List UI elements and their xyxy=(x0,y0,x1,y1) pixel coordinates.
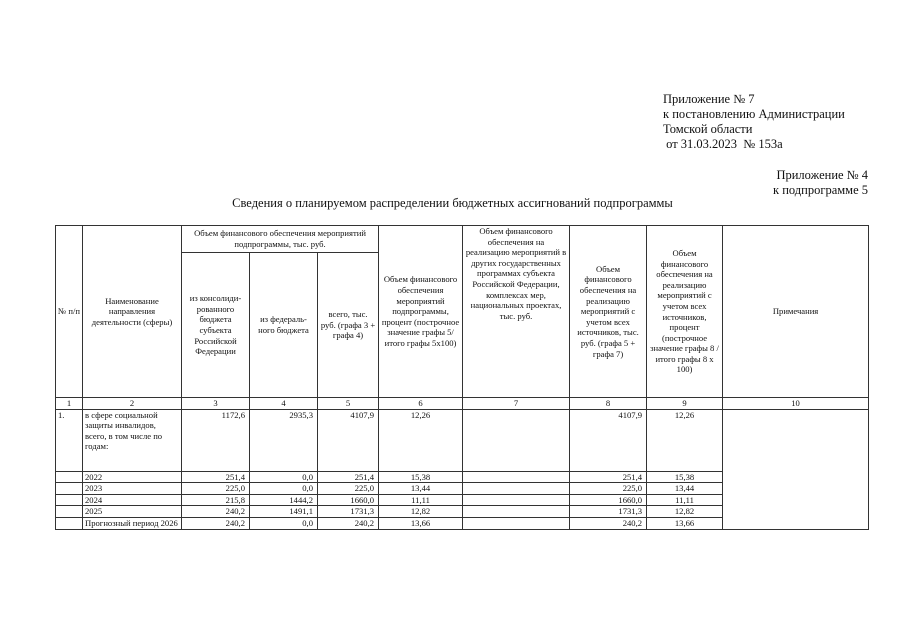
row-year: 2022 xyxy=(83,471,182,483)
cell-federal: 1491,1 xyxy=(250,506,318,518)
cell-total: 1660,0 xyxy=(318,494,379,506)
header-group-financing: Объем финансового обеспечения мероприятий подпрограммы, тыс. руб. xyxy=(182,226,379,253)
cell-all-share: 15,38 xyxy=(647,471,723,483)
cell-share: 13,44 xyxy=(379,483,463,495)
cell-share: 12,26 xyxy=(379,409,463,471)
header-federal-budget: из федераль-ного бюджета xyxy=(250,253,318,398)
cell-notes xyxy=(723,409,869,529)
row-no: 1. xyxy=(56,409,83,471)
cell-federal: 0,0 xyxy=(250,517,318,529)
col-number: 2 xyxy=(83,398,182,410)
col-number: 4 xyxy=(250,398,318,410)
col-number: 3 xyxy=(182,398,250,410)
header-total: всего, тыс. руб. (графа 3 + графа 4) xyxy=(318,253,379,398)
cell-federal: 0,0 xyxy=(250,471,318,483)
cell-all-sources: 251,4 xyxy=(570,471,647,483)
column-numbers-row xyxy=(56,398,869,410)
cell-all-sources: 225,0 xyxy=(570,483,647,495)
header-line: Приложение № 7 xyxy=(663,92,755,106)
col-number: 6 xyxy=(379,398,463,410)
col-number: 5 xyxy=(318,398,379,410)
cell-all-share: 13,66 xyxy=(647,517,723,529)
cell-all-sources: 1731,3 xyxy=(570,506,647,518)
cell-federal: 1444,2 xyxy=(250,494,318,506)
table-row-total xyxy=(56,409,869,471)
appendix-line: к подпрограмме 5 xyxy=(773,183,868,197)
cell-total: 1731,3 xyxy=(318,506,379,518)
header-all-sources: Объем финансового обеспечения на реализацию мероприятий с учетом всех источников, тыс. руб. (графа 5 + графа 7) xyxy=(570,226,647,398)
header-other-programs: Объем финансового обеспечения на реализацию мероприятий в других государственных программах субъекта Российской Федерации, комплексах мер, национальных проектах, тыс. руб. xyxy=(463,226,570,398)
cell-total: 240,2 xyxy=(318,517,379,529)
cell-total: 4107,9 xyxy=(318,409,379,471)
cell-regional: 240,2 xyxy=(182,517,250,529)
cell-federal: 0,0 xyxy=(250,483,318,495)
header-line: Томской области xyxy=(663,122,753,136)
col-number: 1 xyxy=(56,398,83,410)
cell-total: 251,4 xyxy=(318,471,379,483)
cell-other xyxy=(463,483,570,495)
cell-regional: 240,2 xyxy=(182,506,250,518)
header-all-sources-share: Объем финансового обеспечения на реализацию мероприятий с учетом всех источников, процент (построчное значение графы 8 / итого графы 8 х 100) xyxy=(647,226,723,398)
row-year: 2024 xyxy=(83,494,182,506)
header-share: Объем финансового обеспечения мероприятий подпрограммы, процент (построчное значение графы 5/ итого графы 5х100) xyxy=(379,226,463,398)
cell-all-share: 12,26 xyxy=(647,409,723,471)
appendix-line: Приложение № 4 xyxy=(776,168,868,182)
document-header xyxy=(663,92,845,152)
cell-share: 12,82 xyxy=(379,506,463,518)
cell-all-share: 11,11 xyxy=(647,494,723,506)
cell-federal: 2935,3 xyxy=(250,409,318,471)
header-notes: Примечания xyxy=(723,226,869,398)
col-number: 10 xyxy=(723,398,869,410)
row-year: Прогнозный период 2026 xyxy=(83,517,182,529)
budget-table xyxy=(55,225,869,530)
cell-regional: 1172,6 xyxy=(182,409,250,471)
cell-other xyxy=(463,494,570,506)
cell-all-sources: 4107,9 xyxy=(570,409,647,471)
cell-regional: 215,8 xyxy=(182,494,250,506)
cell-regional: 251,4 xyxy=(182,471,250,483)
row-year: 2025 xyxy=(83,506,182,518)
cell-other xyxy=(463,471,570,483)
cell-other xyxy=(463,409,570,471)
col-number: 9 xyxy=(647,398,723,410)
header-line: от 31.03.2023 № 153а xyxy=(663,137,783,151)
row-name: в сфере социальной защиты инвалидов, всего, в том числе по годам: xyxy=(83,409,182,471)
cell-all-sources: 1660,0 xyxy=(570,494,647,506)
header-regional-budget: из консолиди-рованного бюджета субъекта Российской Федерации xyxy=(182,253,250,398)
col-number: 7 xyxy=(463,398,570,410)
cell-share: 11,11 xyxy=(379,494,463,506)
document-title: Сведения о планируемом распределении бюджетных ассигнований подпрограммы xyxy=(232,196,673,210)
cell-share: 13,66 xyxy=(379,517,463,529)
header-name: Наименование направления деятельности (сферы) xyxy=(83,226,182,398)
cell-share: 15,38 xyxy=(379,471,463,483)
cell-all-share: 13,44 xyxy=(647,483,723,495)
appendix-header xyxy=(773,168,868,198)
cell-all-share: 12,82 xyxy=(647,506,723,518)
cell-other xyxy=(463,517,570,529)
col-number: 8 xyxy=(570,398,647,410)
header-line: к постановлению Администрации xyxy=(663,107,845,121)
cell-total: 225,0 xyxy=(318,483,379,495)
cell-other xyxy=(463,506,570,518)
cell-regional: 225,0 xyxy=(182,483,250,495)
header-no: № п/п xyxy=(56,226,83,398)
row-year: 2023 xyxy=(83,483,182,495)
cell-all-sources: 240,2 xyxy=(570,517,647,529)
